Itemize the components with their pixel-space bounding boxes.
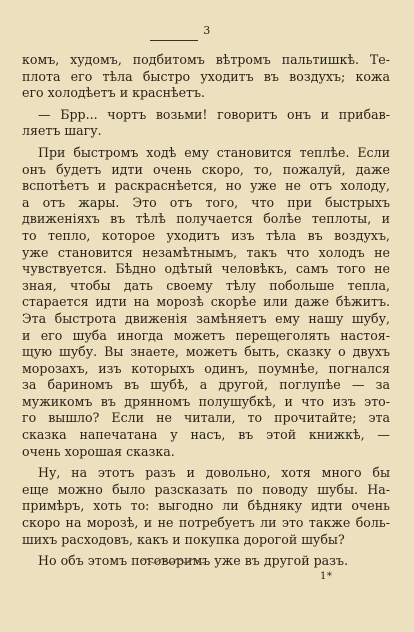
text-line: вспотѣетъ и раскраснѣется, но уже не отъ холоду,	[22, 178, 390, 194]
text-line: — Брр... чортъ возьми! говоритъ онъ и прибав-	[38, 106, 390, 122]
text-line: ляетъ шагу.	[22, 123, 102, 139]
paragraph	[22, 145, 390, 460]
text-line: за бариномъ въ шубѣ, а другой, поглупѣе — за	[22, 377, 390, 393]
paragraph	[22, 107, 390, 140]
text-line: онъ будетъ идти очень скоро, то, пожалуй, даже	[22, 161, 390, 177]
text-line: шихъ расходовъ, какъ и покупка дорогой шубы?	[22, 531, 345, 547]
text-line: зная, чтобы дать своему тѣлу побольше тепла,	[22, 277, 390, 293]
text-line: го вышло? Если не читали, то прочитайте; эта	[22, 410, 390, 426]
text-line: мужикомъ въ дрянномъ полушубкѣ, и что изъ это-	[22, 393, 390, 409]
text-line: щую шубу. Вы знаете, можетъ быть, сказку о двухъ	[22, 344, 390, 360]
body-text	[22, 52, 390, 575]
text-line: уже становится незамѣтнымъ, такъ что холодъ не	[22, 244, 390, 260]
printer-signature: 1*	[320, 571, 333, 582]
text-line: примѣръ, хоть то: выгодно ли бѣдняку идти очень	[22, 498, 390, 514]
page-number: 3	[203, 24, 211, 37]
header-rule	[150, 40, 198, 41]
paragraph	[22, 52, 390, 102]
text-line: Ну, на этотъ разъ и довольно, хотя много бы	[38, 465, 390, 481]
text-line: а отъ жары. Это отъ того, что при быстрыхъ	[22, 194, 390, 210]
text-line: то тепло, которое уходитъ изъ тѣла въ воздухъ,	[22, 227, 390, 243]
text-line: Но объ этомъ поговоримъ уже въ другой разъ.	[38, 553, 349, 569]
text-line: очень хорошая сказка.	[22, 443, 175, 459]
text-line: Эта быстрота движенія замѣняетъ ему нашу шубу,	[22, 310, 390, 326]
text-line: комъ, худомъ, подбитомъ вѣтромъ пальтишкѣ. Те-	[22, 52, 390, 67]
text-line: скоро на морозѣ, и не потребуетъ ли это также боль-	[22, 515, 390, 531]
text-line: еще можно было разсказать по поводу шубы. На-	[22, 481, 390, 497]
text-line: При быстромъ ходѣ ему становится теплѣе. Если	[38, 144, 390, 160]
text-line: сказка напечатана у насъ, въ этой книжкѣ, —	[22, 427, 390, 443]
end-ornament	[140, 557, 210, 565]
text-line: старается идти на морозѣ скорѣе или даже бѣжитъ.	[22, 294, 390, 310]
text-line: движеніяхъ въ тѣлѣ получается болѣе теплоты, и	[22, 211, 390, 227]
text-line: чувствуется. Бѣдно одѣтый человѣкъ, самъ того не	[22, 261, 390, 277]
text-line: его холодѣетъ и краснѣетъ.	[22, 85, 206, 101]
text-line: плота его тѣла быстро уходитъ въ воздухъ; кожа	[22, 68, 390, 84]
text-line: морозахъ, изъ которыхъ одинъ, поумнѣе, погнался	[22, 360, 390, 376]
paragraph	[22, 465, 390, 548]
text-line: и его шуба иногда можетъ перещеголять настоя-	[22, 327, 390, 343]
